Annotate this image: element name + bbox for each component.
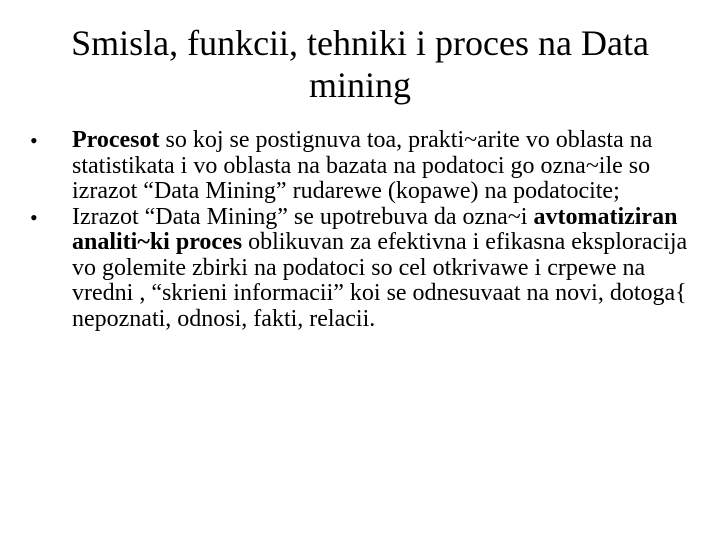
bullet-prefix: Izrazot “Data Mining” se upotrebuva da ozna~i [72, 203, 534, 230]
bullet-list [30, 128, 710, 332]
bullet-suffix: oblikuvan za efektivna i efikasna eksploracija vo golemite zbirki na podatoci so cel otkrivawe i crpewe na vredni , “skrieni informacii” koi se odnesuvaat na novi, dotoga{ nepoznati, odnosi, fakti, relacii. [72, 229, 688, 332]
bullet-bold-lead: Procesot [72, 127, 160, 153]
bullet-item-process [30, 128, 710, 205]
bullet-bold-phrase: avtomatiziran analiti~ki proces [72, 203, 678, 255]
bullet-item-definition [30, 205, 710, 333]
bullet-icon: • [30, 204, 38, 230]
bullet-icon: • [30, 128, 38, 153]
bullet-text: so koj se postignuva toa, prakti~arite vo oblasta na statistikata i vo oblasta na bazata na podatoci go ozna~ile so izrazot “Data Mining” rudarewe (kopawe) na podatocite; [72, 127, 653, 204]
slide-title: Smisla, funkcii, tehniki i proces na Data mining [71, 23, 649, 105]
